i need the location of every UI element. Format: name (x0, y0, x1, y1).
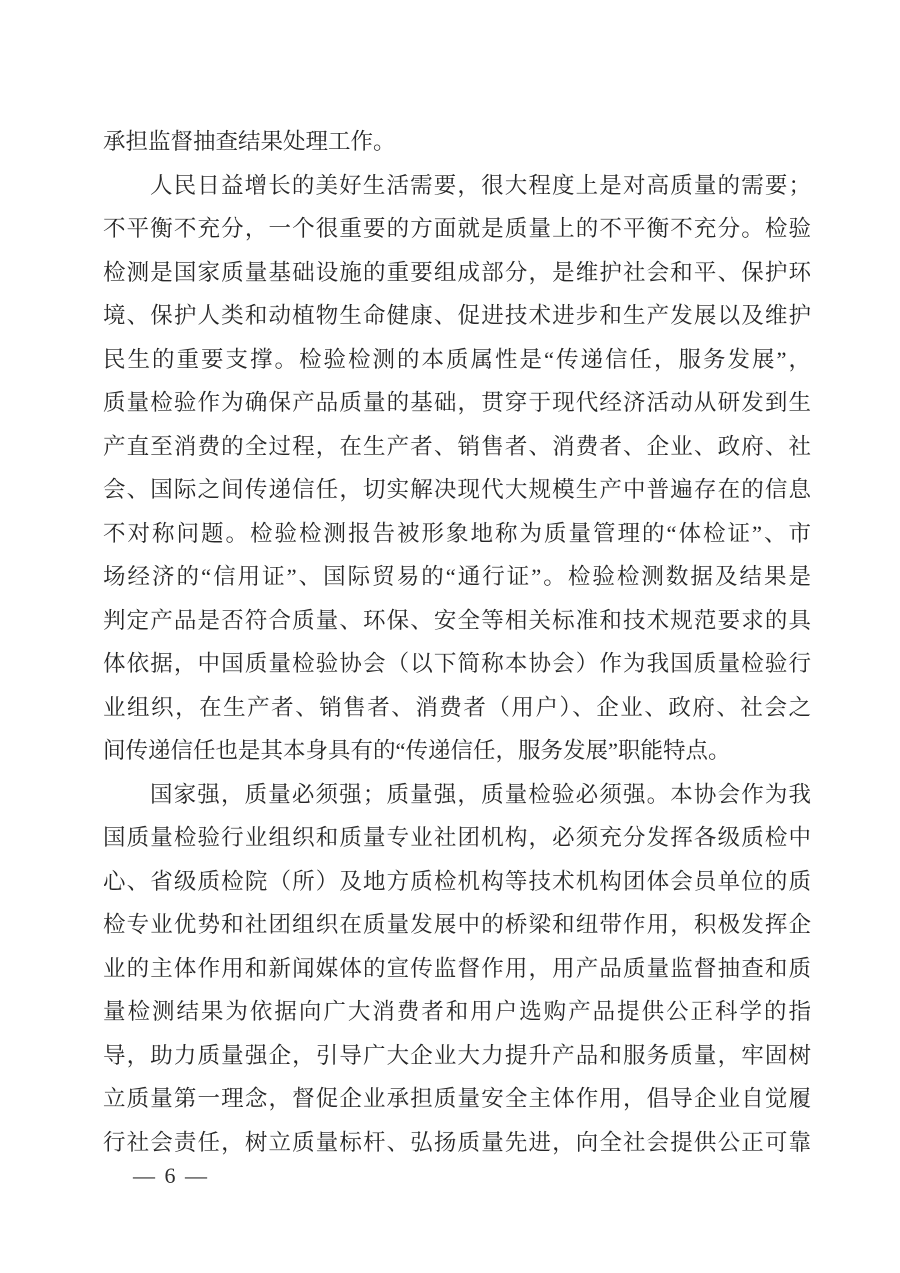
text-line: 立质量第一理念，督促企业承担质量安全主体作用，倡导企业自觉履 (103, 1086, 811, 1111)
paragraph-continuation (103, 120, 811, 164)
text-line: 间传递信任也是其本身具有的“传递信任，服务发展”职能特点。 (103, 738, 731, 763)
text-line: 不对称问题。检验检测报告被形象地称为质量管理的“体检证”、市 (103, 520, 811, 546)
text-line: 行社会责任，树立质量标杆、弘扬质量先进，向全社会提供公正可靠 (103, 1129, 811, 1155)
text-line: 质量检验作为确保产品质量的基础，贯穿于现代经济活动从研发到生 (103, 390, 811, 415)
text-line: 境、保护人类和动植物生命健康、促进技术进步和生产发展以及维护 (103, 303, 811, 328)
text-line: 国质量检验行业组织和质量专业社团机构，必须充分发挥各级质检中 (103, 825, 811, 850)
text-line: 不平衡不充分，一个很重要的方面就是质量上的不平衡不充分。检验 (103, 216, 811, 241)
text-line: 人民日益增长的美好生活需要，很大程度上是对高质量的需要； (150, 172, 811, 198)
text-line: 业组织，在生产者、销售者、消费者（用户）、企业、政府、社会之 (103, 694, 811, 720)
text-line: 导，助力质量强企，引导广大企业大力提升产品和服务质量，牢固树 (103, 1042, 811, 1068)
text-line: 承担监督抽查结果处理工作。 (103, 129, 396, 154)
text-line: 心、省级质检院（所）及地方质检机构等技术机构团体会员单位的质 (103, 868, 811, 894)
text-line: 量检测结果为依据向广大消费者和用户选购产品提供公正科学的指 (103, 999, 811, 1024)
text-line: 民生的重要支撑。检验检测的本质属性是“传递信任，服务发展”， (103, 346, 811, 372)
text-line: 检测是国家质量基础设施的重要组成部分，是维护社会和平、保护环 (103, 259, 811, 285)
paragraph-quality-need (103, 164, 811, 773)
text-line: 检专业优势和社团组织在质量发展中的桥梁和纽带作用，积极发挥企 (103, 912, 811, 937)
text-line: 场经济的“信用证”、国际贸易的“通行证”。检验检测数据及结果是 (103, 564, 811, 589)
text-line: 会、国际之间传递信任，切实解决现代大规模生产中普遍存在的信息 (103, 477, 811, 502)
text-line: 体依据，中国质量检验协会（以下简称本协会）作为我国质量检验行 (103, 651, 811, 676)
text-line: 判定产品是否符合质量、环保、安全等相关标准和技术规范要求的具 (103, 607, 811, 633)
text-line: 国家强，质量必须强；质量强，质量检验必须强。本协会作为我 (150, 781, 811, 807)
page-number: — 6 — (133, 1163, 209, 1188)
text-line: 业的主体作用和新闻媒体的宣传监督作用，用产品质量监督抽查和质 (103, 955, 811, 981)
text-line: 产直至消费的全过程，在生产者、销售者、消费者、企业、政府、社 (103, 433, 811, 459)
document-body (103, 120, 811, 1164)
paragraph-association-role (103, 773, 811, 1165)
